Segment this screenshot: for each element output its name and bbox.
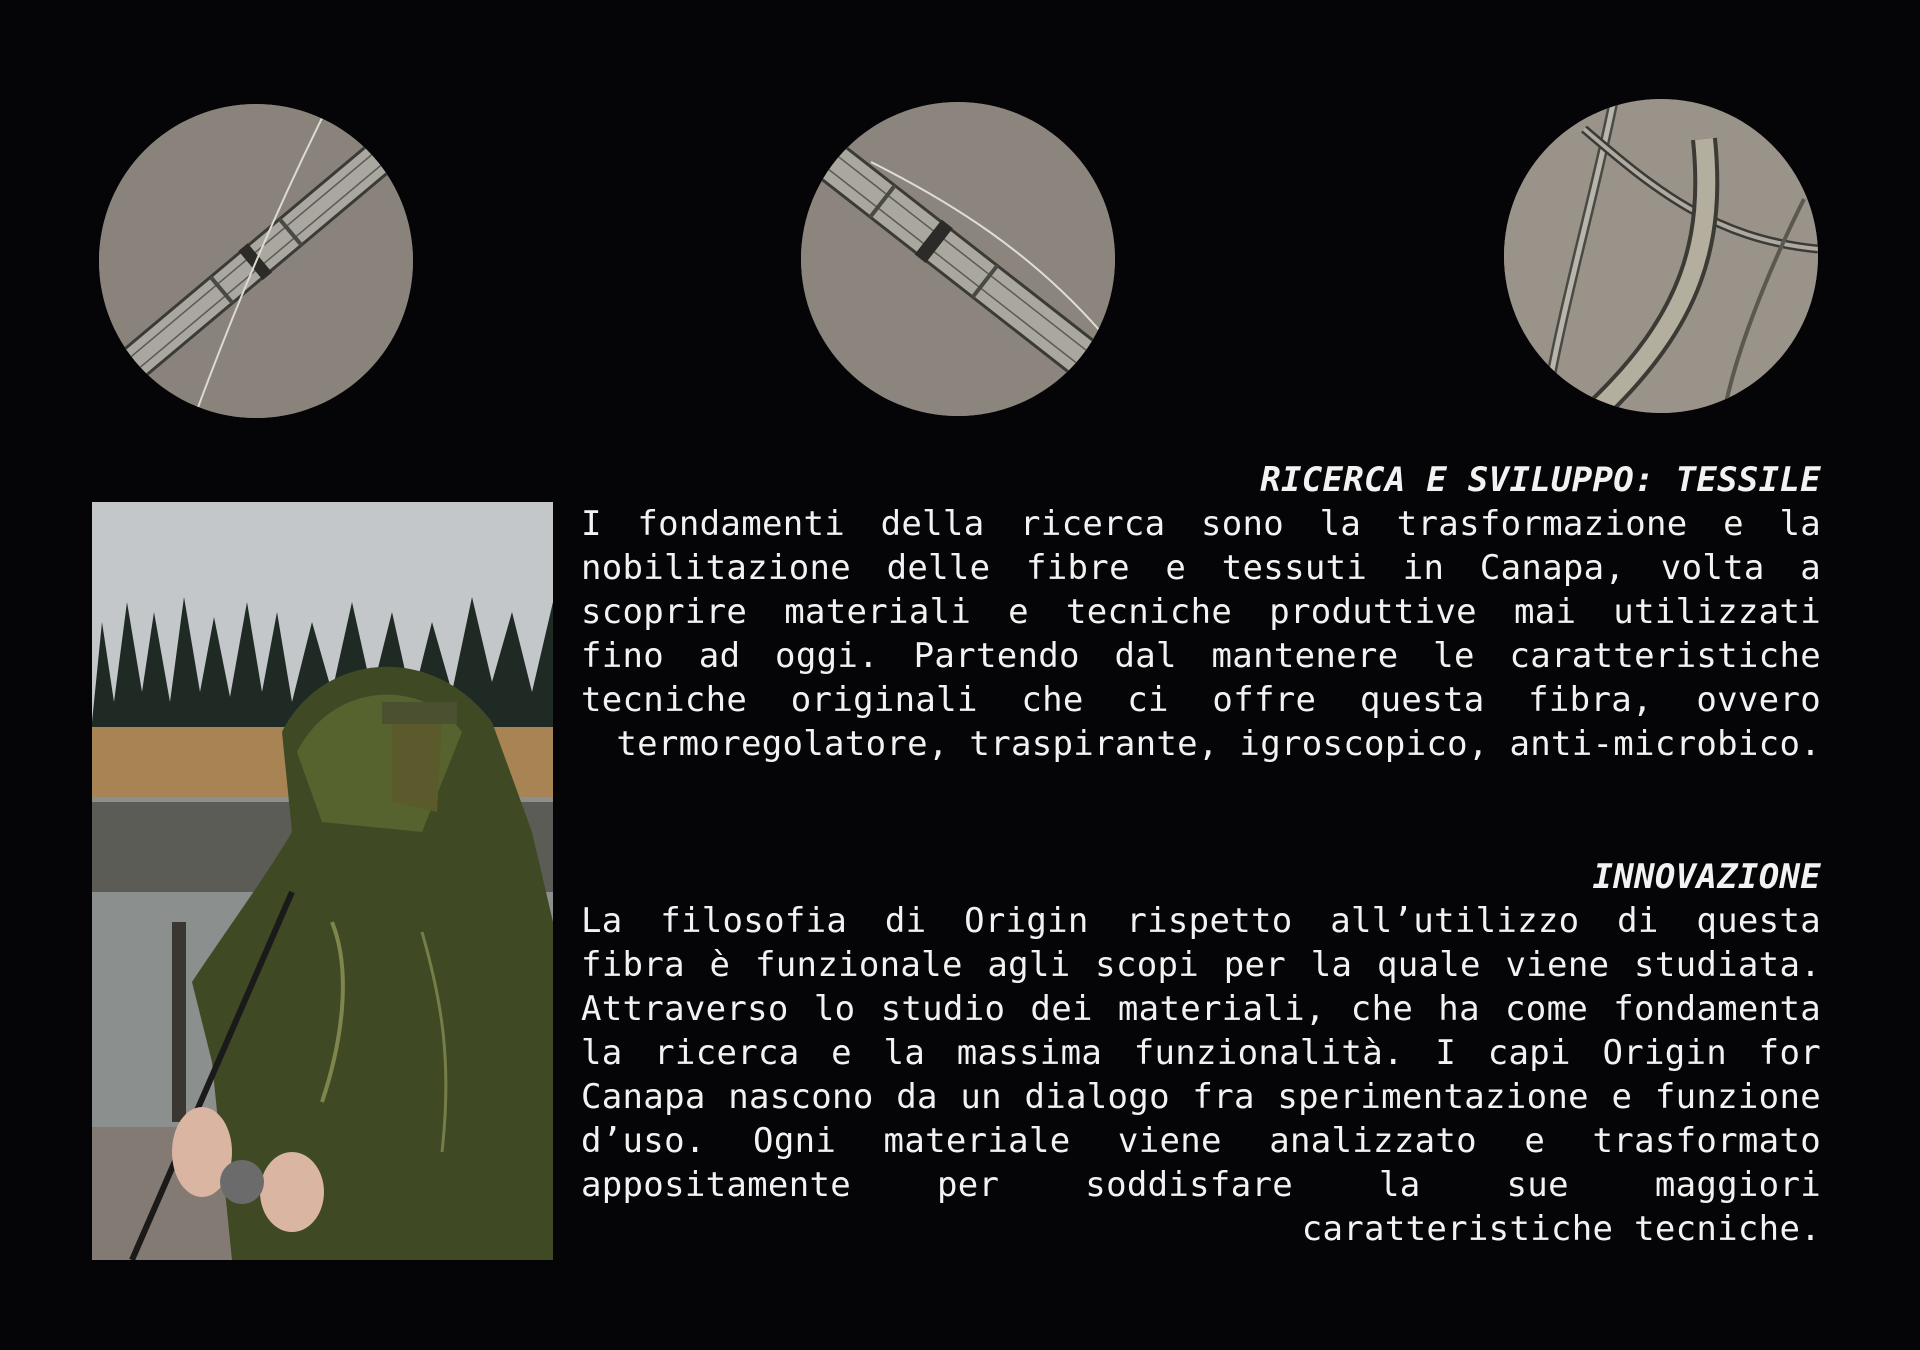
microscope-image-1 [99,104,413,418]
microscope-image-3 [1504,99,1818,413]
section-heading-research: RICERCA E SVILUPPO: TESSILE [1260,460,1821,500]
fiber-micrograph-1 [99,104,413,418]
section-body-research: I fondamenti della ricerca sono la trasformazione e la nobilitazione delle fibre e tessuti in Canapa, volta a scoprire materiali e tecniche produttive mai utilizzati fino ad oggi. Partendo dal mantenere le caratteristiche tecniche originali che ci offre questa fibra, ovvero termoregolatore, traspirante, igroscopico, anti-microbico. [581,504,1821,764]
jacket-photo [92,502,553,1260]
section-innovation [581,855,1821,1251]
fiber-micrograph-2 [801,102,1115,416]
person-fishing-illustration [92,502,553,1260]
section-body-innovation: La filosofia di Origin rispetto all’utilizzo di questa fibra è funzionale agli scopi per la quale viene studiata. Attraverso lo studio dei materiali, che ha come fondamenta la ricerca e la massima funzionalità. I capi Origin for Canapa nascono da un dialogo fra sperimentazione e funzione d’uso. Ogni materiale viene analizzato e trasformato appositamente per soddisfare la sue maggiori caratteristiche tecniche. [581,901,1821,1249]
microscope-image-2 [801,102,1115,416]
section-research [581,458,1821,766]
fiber-micrograph-3 [1504,99,1818,413]
section-heading-innovation: INNOVAZIONE [1592,857,1821,897]
